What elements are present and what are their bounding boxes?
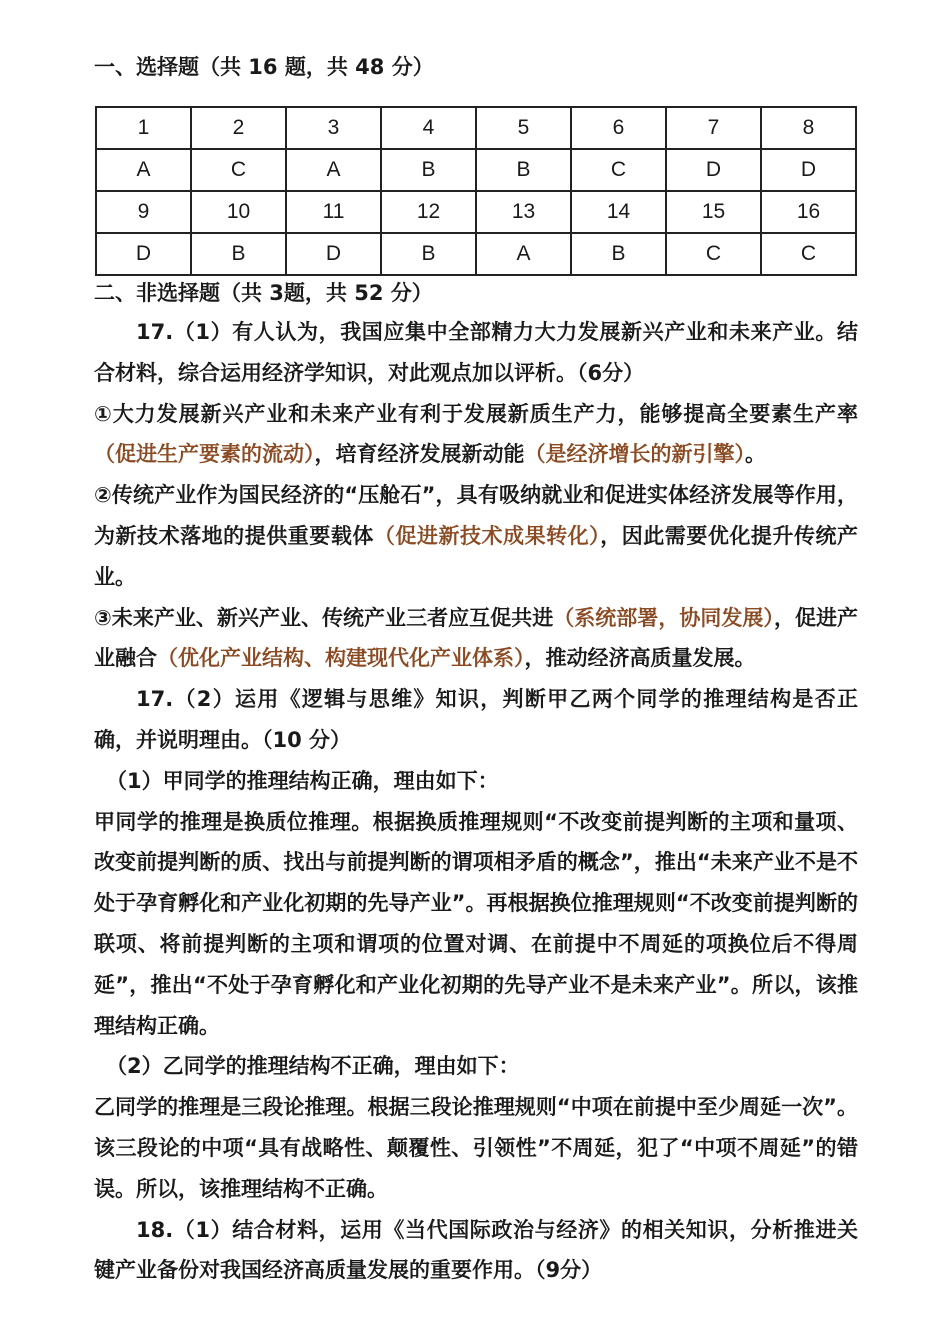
q17-2-sub-2: （2）乙同学的推理结构不正确，理由如下： xyxy=(106,1054,520,1079)
answer-cell: C xyxy=(761,233,856,275)
question-number-cell: 14 xyxy=(571,191,666,233)
answer-cell: C xyxy=(571,149,666,191)
question-number-cell: 1 xyxy=(96,107,191,149)
q17-1-point-2-text: ②传统产业作为国民经济的“压舱石”，具有吸纳就业和促进实体经济发展等作用，为新技术落地的提供重要载体 xyxy=(94,483,858,548)
q17-1-point-1-note-1: （促进生产要素的流动） xyxy=(94,442,315,467)
q17-1-point-3-text: ③未来产业、新兴产业、传统产业三者应互促共进 xyxy=(94,605,554,630)
q17-2-sub-1: （1）甲同学的推理结构正确，理由如下： xyxy=(106,768,499,793)
question-number-cell: 10 xyxy=(191,191,286,233)
q17-1-point-3 xyxy=(94,598,858,680)
answer-cell: B xyxy=(381,149,476,191)
question-number-cell: 2 xyxy=(191,107,286,149)
q17-1-point-1 xyxy=(94,394,858,476)
q17-2-para-2: 乙同学的推理是三段论推理。根据三段论推理规则“中项在前提中至少周延一次”。该三段论的中项“具有战略性、颠覆性、引领性”不周延，犯了“中项不周延”的错误。所以，该推理结构不正确。 xyxy=(94,1095,858,1201)
question-number-cell: 6 xyxy=(571,107,666,149)
answer-row xyxy=(96,233,856,275)
question-number-cell: 12 xyxy=(381,191,476,233)
question-number-cell: 8 xyxy=(761,107,856,149)
q17-1-question: 17.（1）有人认为，我国应集中全部精力大力发展新兴产业和未来产业。结合材料，综合运用经济学知识，对此观点加以评析。（6分） xyxy=(94,320,858,385)
q17-1-point-2-text-2: ，因此需要优化提升传统产业。 xyxy=(94,523,859,589)
question-number-cell: 16 xyxy=(761,191,856,233)
q17-2-question: 17.（2）运用《逻辑与思维》知识，判断甲乙两个同学的推理结构是否正确，并说明理由。（10 分） xyxy=(94,687,858,752)
section-1-title: 一、选择题（共 16 题，共 48 分） xyxy=(94,55,434,79)
answer-cell: A xyxy=(286,149,381,191)
answer-table xyxy=(95,106,857,276)
q17-1-point-3-note-2: （优化产业结构、构建现代化产业体系） xyxy=(157,646,525,671)
answer-cell: B xyxy=(191,233,286,275)
question-number-row xyxy=(96,107,856,149)
question-number-cell: 9 xyxy=(96,191,191,233)
question-number-cell: 5 xyxy=(476,107,571,149)
q17-1-point-1-note-2: （是经济增长的新引擎） xyxy=(524,442,745,467)
answer-cell: D xyxy=(96,233,191,275)
answer-cell: C xyxy=(666,233,761,275)
answer-cell: D xyxy=(286,233,381,275)
question-number-cell: 15 xyxy=(666,191,761,233)
answer-body xyxy=(94,312,858,1291)
q17-1-point-1-text-2: ，培育经济发展新动能 xyxy=(314,442,525,467)
answer-cell: B xyxy=(476,149,571,191)
q17-2-para-1: 甲同学的推理是换质位推理。根据换质推理规则“不改变前提判断的主项和量项、改变前提判断的质、找出与前提判断的谓项相矛盾的概念”，推出“未来产业不是不处于孕育孵化和产业化初期的先导产业”。再根据换位推理规则“不改变前提判断的联项、将前提判断的主项和谓项的位置对调、在前提中不周延的项换位后不得周延”，推出“不处于孕育孵化和产业化初期的先导产业不是未来产业”。所以，该推理结构正确。 xyxy=(94,809,858,1038)
answer-cell: B xyxy=(381,233,476,275)
answer-cell: D xyxy=(761,149,856,191)
answer-cell: D xyxy=(666,149,761,191)
question-number-cell: 13 xyxy=(476,191,571,233)
question-number-cell: 7 xyxy=(666,107,761,149)
q18-1-question: 18.（1）结合材料，运用《当代国际政治与经济》的相关知识，分析推进关键产业备份对我国经济高质量发展的重要作用。（9分） xyxy=(94,1217,858,1283)
q17-1-point-3-text-2: ，促进产业融合 xyxy=(94,605,858,671)
answer-cell: A xyxy=(476,233,571,275)
answer-cell: A xyxy=(96,149,191,191)
q17-1-point-1-end: 。 xyxy=(745,442,766,467)
answer-cell: C xyxy=(191,149,286,191)
question-number-row xyxy=(96,191,856,233)
q17-1-point-3-end: ，推动经济高质量发展。 xyxy=(524,646,756,671)
answer-cell: B xyxy=(571,233,666,275)
q17-1-point-1-text: ①大力发展新兴产业和未来产业有利于发展新质生产力，能够提高全要素生产率 xyxy=(94,401,858,426)
section-2-title: 二、非选择题（共 3题，共 52 分） xyxy=(94,281,433,305)
question-number-cell: 11 xyxy=(286,191,381,233)
question-number-cell: 4 xyxy=(381,107,476,149)
q17-1-point-2-note: （促进新技术成果转化） xyxy=(373,523,601,548)
question-number-cell: 3 xyxy=(286,107,381,149)
answer-row xyxy=(96,149,856,191)
q17-1-point-2 xyxy=(94,475,858,597)
q17-1-point-3-note-1: （系统部署，协同发展） xyxy=(553,605,774,630)
